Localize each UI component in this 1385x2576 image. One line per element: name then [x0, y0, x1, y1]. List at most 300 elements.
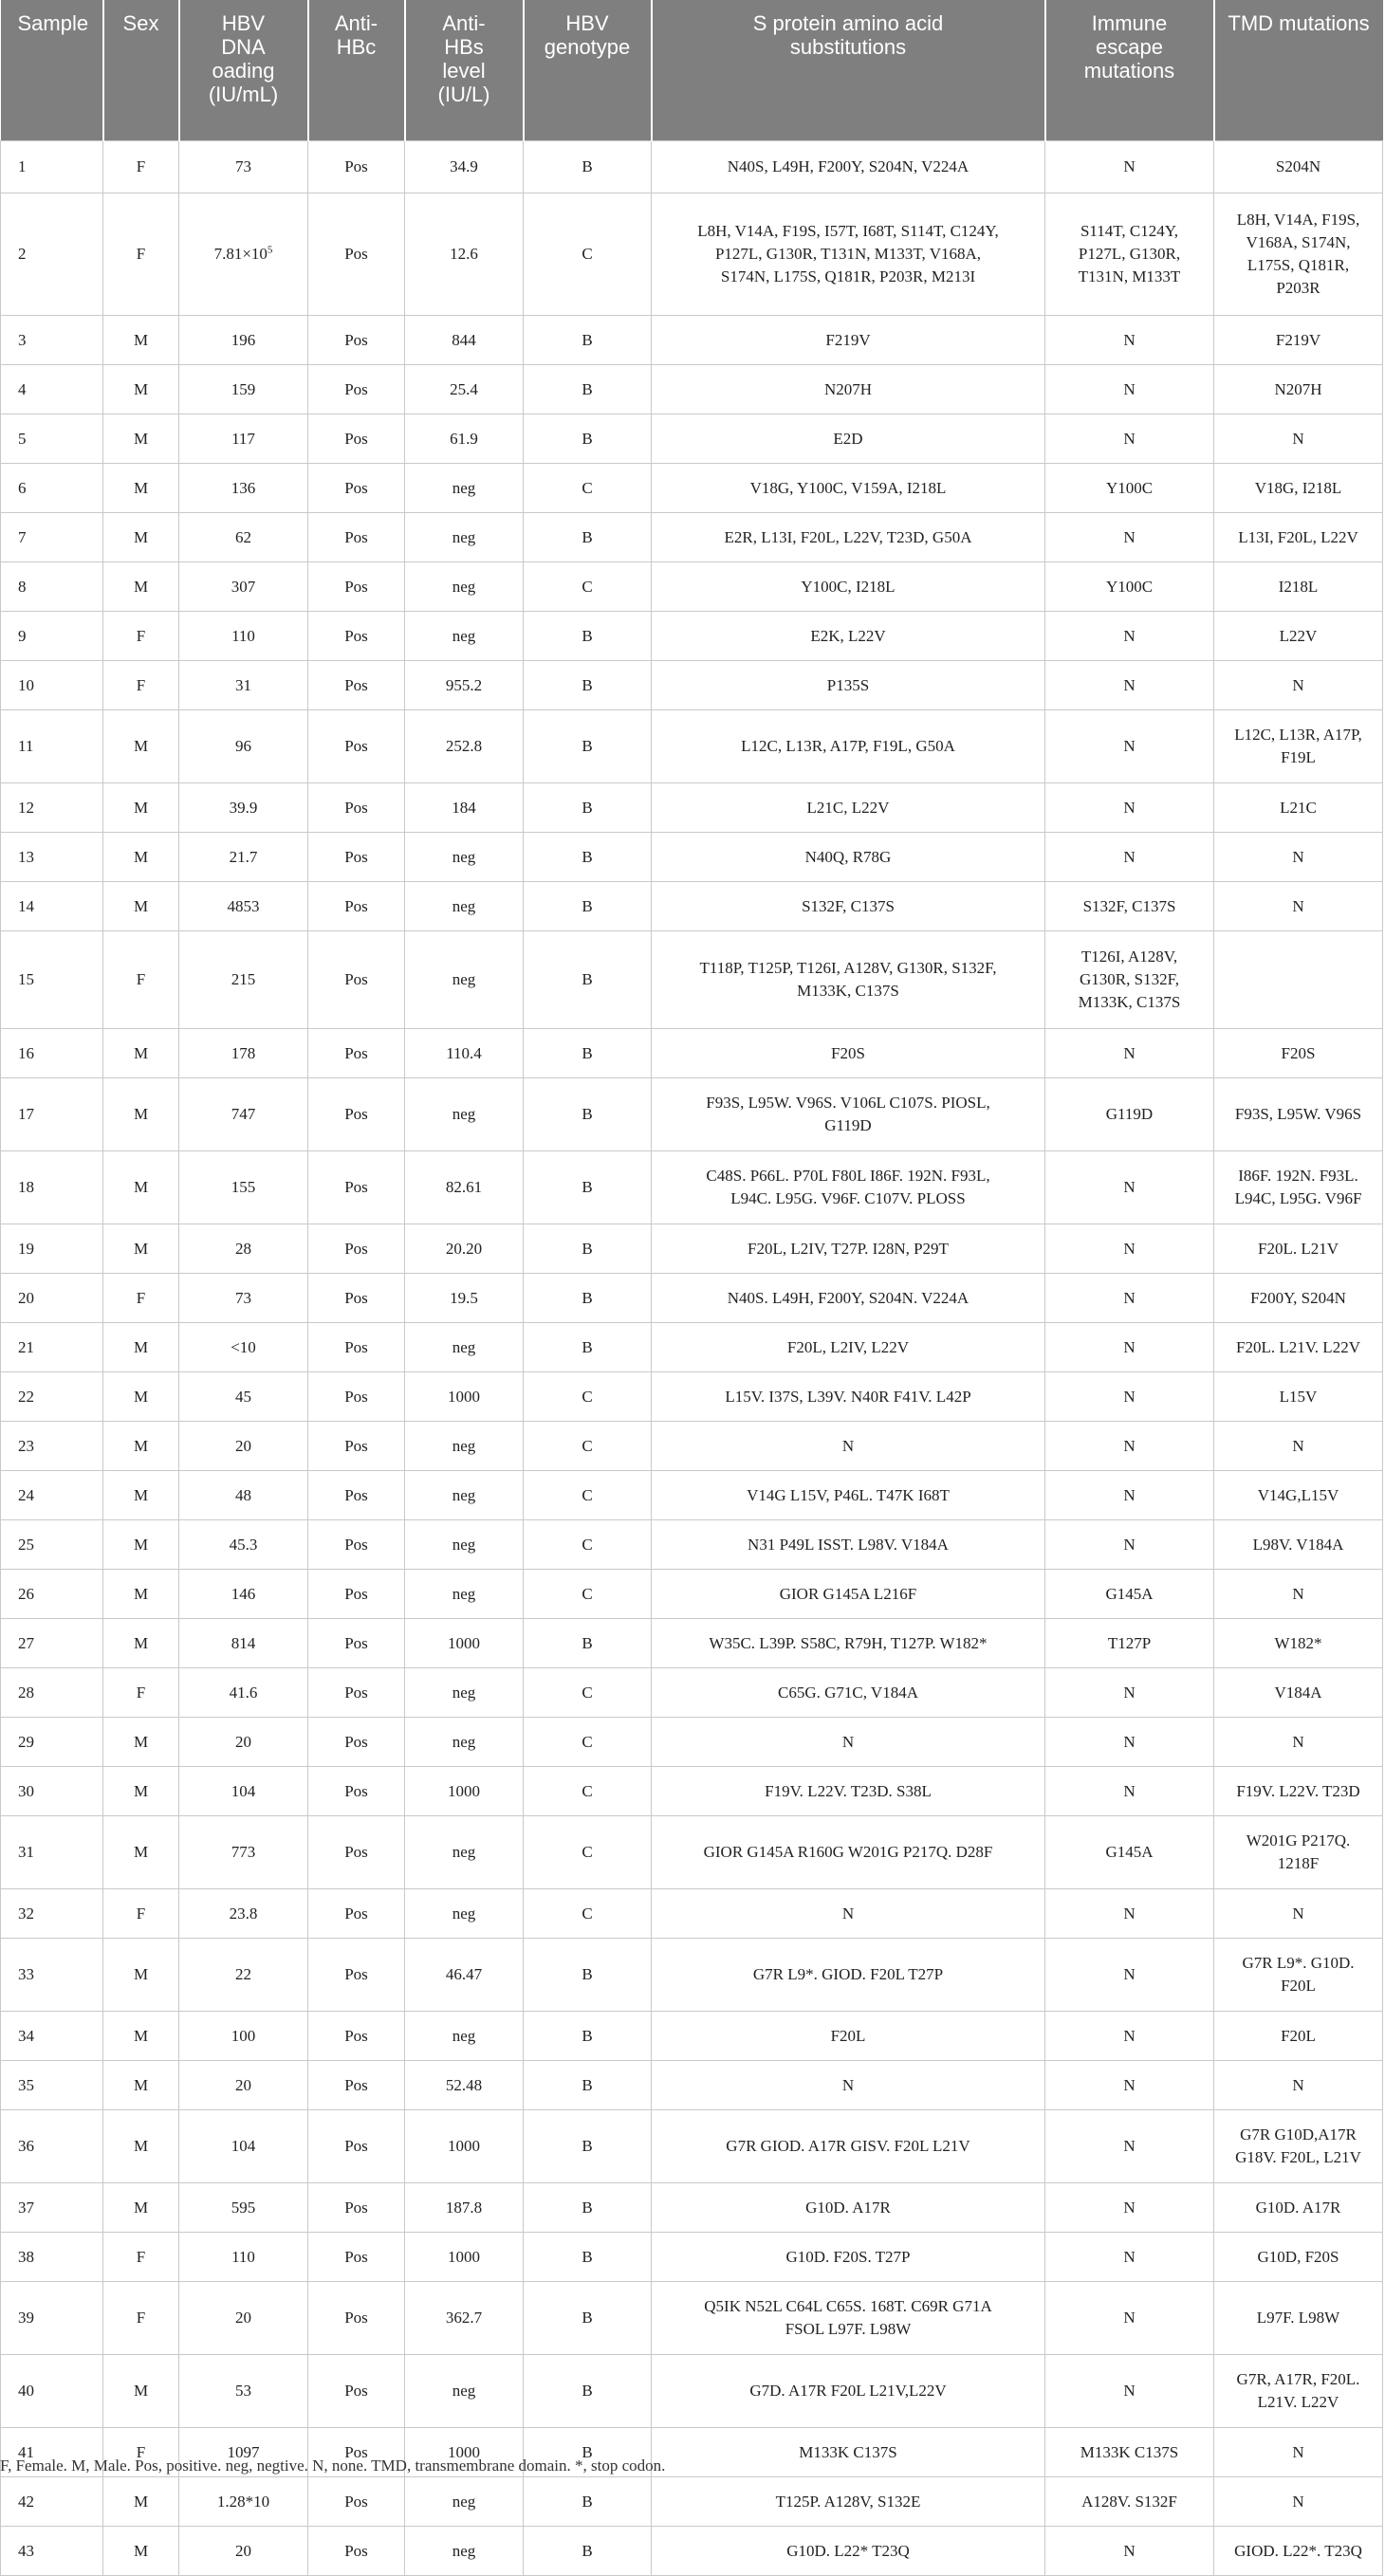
cell-sex: F: [103, 1274, 179, 1323]
cell-s-protein-substitutions: N40S. L49H, F200Y, S204N. V224A: [652, 1274, 1045, 1323]
cell-genotype: B: [524, 1939, 652, 2012]
table-row: [1, 661, 1383, 710]
cell-sex: M: [103, 882, 179, 931]
table-row: [1, 833, 1383, 882]
cell-anti-hbc: Pos: [308, 464, 405, 513]
table-row: [1, 365, 1383, 414]
column-header-sex: Sex: [103, 0, 179, 141]
cell-anti-hbs: neg: [405, 1570, 524, 1619]
cell-sex: M: [103, 1816, 179, 1889]
cell-sample: 21: [1, 1323, 103, 1372]
cell-anti-hbc: Pos: [308, 1274, 405, 1323]
table-row: [1, 1816, 1383, 1889]
cell-s-protein-substitutions: E2K, L22V: [652, 612, 1045, 661]
cell-genotype: B: [524, 2477, 652, 2527]
cell-tmd-mutations: F19V. L22V. T23D: [1214, 1767, 1383, 1816]
cell-anti-hbc: Pos: [308, 1078, 405, 1151]
cell-anti-hbc: Pos: [308, 2183, 405, 2233]
cell-tmd-mutations: W201G P217Q. 1218F: [1214, 1816, 1383, 1889]
cell-s-protein-substitutions: F219V: [652, 316, 1045, 365]
cell-tmd-mutations: N: [1214, 414, 1383, 464]
cell-dna-load: 20: [179, 2061, 308, 2110]
cell-immune-escape: Y100C: [1045, 464, 1214, 513]
cell-genotype: B: [524, 783, 652, 833]
cell-genotype: B: [524, 882, 652, 931]
table-row: [1, 464, 1383, 513]
cell-s-protein-substitutions: F20L: [652, 2012, 1045, 2061]
cell-immune-escape: N: [1045, 1520, 1214, 1570]
cell-s-protein-substitutions: S132F, C137S: [652, 882, 1045, 931]
cell-dna-load: 4853: [179, 882, 308, 931]
cell-immune-escape: N: [1045, 2061, 1214, 2110]
cell-s-protein-substitutions: G7R GIOD. A17R GISV. F20L L21V: [652, 2110, 1045, 2183]
cell-immune-escape: S132F, C137S: [1045, 882, 1214, 931]
cell-s-protein-substitutions: F20S: [652, 1029, 1045, 1078]
cell-dna-load: 39.9: [179, 783, 308, 833]
table-row: [1, 2477, 1383, 2527]
cell-sample: 6: [1, 464, 103, 513]
cell-dna-load: 31: [179, 661, 308, 710]
cell-dna-load: 73: [179, 1274, 308, 1323]
cell-sex: F: [103, 1889, 179, 1939]
cell-s-protein-substitutions: N40S, L49H, F200Y, S204N, V224A: [652, 141, 1045, 193]
cell-genotype: B: [524, 2282, 652, 2355]
cell-anti-hbs: neg: [405, 612, 524, 661]
cell-immune-escape: N: [1045, 141, 1214, 193]
cell-genotype: C: [524, 562, 652, 612]
cell-sex: M: [103, 1767, 179, 1816]
cell-dna-load: 196: [179, 316, 308, 365]
cell-anti-hbc: Pos: [308, 2428, 405, 2477]
cell-sex: M: [103, 2355, 179, 2428]
cell-genotype: C: [524, 1520, 652, 1570]
cell-anti-hbs: neg: [405, 931, 524, 1029]
cell-sample: 26: [1, 1570, 103, 1619]
table-row: [1, 612, 1383, 661]
table-row: [1, 2355, 1383, 2428]
cell-tmd-mutations: F20L: [1214, 2012, 1383, 2061]
cell-sample: 39: [1, 2282, 103, 2355]
cell-tmd-mutations: S204N: [1214, 141, 1383, 193]
cell-genotype: B: [524, 513, 652, 562]
cell-s-protein-substitutions: T125P. A128V, S132E: [652, 2477, 1045, 2527]
cell-anti-hbs: neg: [405, 1078, 524, 1151]
cell-dna-load: 146: [179, 1570, 308, 1619]
cell-anti-hbs: 82.61: [405, 1151, 524, 1224]
cell-anti-hbs: neg: [405, 2477, 524, 2527]
cell-anti-hbs: neg: [405, 2355, 524, 2428]
cell-sex: M: [103, 1029, 179, 1078]
cell-sample: 13: [1, 833, 103, 882]
cell-genotype: B: [524, 1029, 652, 1078]
cell-anti-hbs: 184: [405, 783, 524, 833]
cell-immune-escape: N: [1045, 1471, 1214, 1520]
table-row: [1, 2012, 1383, 2061]
cell-sample: 7: [1, 513, 103, 562]
cell-dna-load: 215: [179, 931, 308, 1029]
cell-sample: 29: [1, 1718, 103, 1767]
cell-sample: 15: [1, 931, 103, 1029]
cell-s-protein-substitutions: G7D. A17R F20L L21V,L22V: [652, 2355, 1045, 2428]
cell-tmd-mutations: L15V: [1214, 1372, 1383, 1422]
cell-dna-load: 20: [179, 1422, 308, 1471]
table-row: [1, 1520, 1383, 1570]
cell-sex: M: [103, 1520, 179, 1570]
table-row: [1, 1668, 1383, 1718]
cell-anti-hbs: 20.20: [405, 1224, 524, 1274]
cell-s-protein-substitutions: V18G, Y100C, V159A, I218L: [652, 464, 1045, 513]
cell-anti-hbc: Pos: [308, 1372, 405, 1422]
cell-dna-load: 155: [179, 1151, 308, 1224]
table-footnote: F, Female. M, Male. Pos, positive. neg, negtive. N, none. TMD, transmembrane domain. *, stop codon.: [0, 2456, 666, 2475]
cell-sample: 22: [1, 1372, 103, 1422]
cell-dna-load: 21.7: [179, 833, 308, 882]
table-row: [1, 1619, 1383, 1668]
cell-genotype: B: [524, 141, 652, 193]
cell-sex: M: [103, 1422, 179, 1471]
column-header-sample: Sample: [1, 0, 103, 141]
cell-tmd-mutations: N: [1214, 833, 1383, 882]
table-row: [1, 783, 1383, 833]
table-row: [1, 2061, 1383, 2110]
cell-anti-hbc: Pos: [308, 783, 405, 833]
cell-sample: 42: [1, 2477, 103, 2527]
cell-immune-escape: N: [1045, 2282, 1214, 2355]
cell-genotype: B: [524, 365, 652, 414]
cell-anti-hbs: 252.8: [405, 710, 524, 783]
cell-anti-hbs: neg: [405, 1471, 524, 1520]
cell-sample: 28: [1, 1668, 103, 1718]
table-row: [1, 710, 1383, 783]
cell-tmd-mutations: G7R G10D,A17R G18V. F20L, L21V: [1214, 2110, 1383, 2183]
cell-sample: 2: [1, 193, 103, 316]
cell-dna-load: 595: [179, 2183, 308, 2233]
cell-sex: M: [103, 316, 179, 365]
cell-immune-escape: N: [1045, 414, 1214, 464]
cell-anti-hbc: Pos: [308, 2110, 405, 2183]
cell-immune-escape: M133K C137S: [1045, 2428, 1214, 2477]
cell-genotype: B: [524, 661, 652, 710]
table-row: [1, 882, 1383, 931]
cell-sample: 31: [1, 1816, 103, 1889]
cell-immune-escape: S114T, C124Y, P127L, G130R, T131N, M133T: [1045, 193, 1214, 316]
cell-sex: M: [103, 710, 179, 783]
cell-genotype: B: [524, 316, 652, 365]
column-header-dna-load: HBV DNA oading (IU/mL): [179, 0, 308, 141]
cell-anti-hbc: Pos: [308, 931, 405, 1029]
cell-genotype: C: [524, 1816, 652, 1889]
cell-s-protein-substitutions: N: [652, 2061, 1045, 2110]
cell-immune-escape: N: [1045, 1767, 1214, 1816]
cell-sex: M: [103, 1471, 179, 1520]
cell-genotype: B: [524, 1078, 652, 1151]
cell-tmd-mutations: N: [1214, 2477, 1383, 2527]
table-row: [1, 2110, 1383, 2183]
cell-genotype: B: [524, 1619, 652, 1668]
table-row: [1, 1078, 1383, 1151]
cell-sample: 36: [1, 2110, 103, 2183]
column-header-anti-hbs: Anti- HBs level (IU/L): [405, 0, 524, 141]
cell-anti-hbc: Pos: [308, 141, 405, 193]
cell-s-protein-substitutions: N: [652, 1889, 1045, 1939]
cell-genotype: B: [524, 1274, 652, 1323]
cell-anti-hbs: neg: [405, 464, 524, 513]
cell-genotype: C: [524, 1570, 652, 1619]
cell-anti-hbs: neg: [405, 882, 524, 931]
cell-immune-escape: N: [1045, 661, 1214, 710]
cell-tmd-mutations: N: [1214, 1570, 1383, 1619]
cell-sample: 8: [1, 562, 103, 612]
cell-dna-load: 110: [179, 612, 308, 661]
cell-tmd-mutations: N: [1214, 882, 1383, 931]
cell-immune-escape: N: [1045, 1939, 1214, 2012]
cell-genotype: C: [524, 1889, 652, 1939]
cell-anti-hbs: neg: [405, 1520, 524, 1570]
cell-dna-load: 23.8: [179, 1889, 308, 1939]
cell-sample: 40: [1, 2355, 103, 2428]
cell-anti-hbs: 61.9: [405, 414, 524, 464]
cell-genotype: B: [524, 2527, 652, 2576]
cell-sex: M: [103, 1151, 179, 1224]
cell-anti-hbc: Pos: [308, 193, 405, 316]
cell-anti-hbs: 1000: [405, 1767, 524, 1816]
table-row: [1, 2527, 1383, 2576]
table-body: [1, 141, 1383, 2576]
cell-s-protein-substitutions: L15V. I37S, L39V. N40R F41V. L42P: [652, 1372, 1045, 1422]
cell-genotype: C: [524, 1471, 652, 1520]
cell-sample: 30: [1, 1767, 103, 1816]
cell-sample: 35: [1, 2061, 103, 2110]
table-row: [1, 1151, 1383, 1224]
cell-dna-load: 1097: [179, 2428, 308, 2477]
cell-sample: 1: [1, 141, 103, 193]
cell-sex: M: [103, 365, 179, 414]
table-row: [1, 1323, 1383, 1372]
cell-immune-escape: N: [1045, 316, 1214, 365]
cell-dna-load: 41.6: [179, 1668, 308, 1718]
table-row: [1, 931, 1383, 1029]
cell-dna-load: 159: [179, 365, 308, 414]
cell-sex: M: [103, 2183, 179, 2233]
cell-anti-hbc: Pos: [308, 612, 405, 661]
cell-s-protein-substitutions: T118P, T125P, T126I, A128V, G130R, S132F, M133K, C137S: [652, 931, 1045, 1029]
cell-genotype: B: [524, 2233, 652, 2282]
cell-anti-hbs: neg: [405, 1422, 524, 1471]
table-row: [1, 1029, 1383, 1078]
cell-sex: F: [103, 2233, 179, 2282]
cell-immune-escape: G119D: [1045, 1078, 1214, 1151]
cell-s-protein-substitutions: F19V. L22V. T23D. S38L: [652, 1767, 1045, 1816]
cell-immune-escape: N: [1045, 1151, 1214, 1224]
cell-dna-load: 104: [179, 1767, 308, 1816]
cell-tmd-mutations: G10D. A17R: [1214, 2183, 1383, 2233]
cell-sample: 5: [1, 414, 103, 464]
cell-sample: 32: [1, 1889, 103, 1939]
cell-anti-hbs: 1000: [405, 1372, 524, 1422]
cell-genotype: C: [524, 193, 652, 316]
cell-sample: 3: [1, 316, 103, 365]
cell-anti-hbs: 46.47: [405, 1939, 524, 2012]
cell-immune-escape: A128V. S132F: [1045, 2477, 1214, 2527]
cell-tmd-mutations: F20L. L21V: [1214, 1224, 1383, 1274]
cell-immune-escape: N: [1045, 513, 1214, 562]
cell-immune-escape: N: [1045, 1274, 1214, 1323]
cell-anti-hbc: Pos: [308, 1323, 405, 1372]
cell-s-protein-substitutions: L8H, V14A, F19S, I57T, I68T, S114T, C124Y, P127L, G130R, T131N, M133T, V168A, S174N, L175S, Q181R, P203R, M213I: [652, 193, 1045, 316]
cell-tmd-mutations: W182*: [1214, 1619, 1383, 1668]
cell-immune-escape: N: [1045, 783, 1214, 833]
cell-anti-hbc: Pos: [308, 1422, 405, 1471]
cell-anti-hbs: 1000: [405, 2110, 524, 2183]
cell-s-protein-substitutions: GIOR G145A L216F: [652, 1570, 1045, 1619]
cell-anti-hbs: 844: [405, 316, 524, 365]
cell-anti-hbc: Pos: [308, 1668, 405, 1718]
cell-immune-escape: N: [1045, 1668, 1214, 1718]
cell-genotype: B: [524, 931, 652, 1029]
cell-dna-load: 20: [179, 1718, 308, 1767]
cell-anti-hbs: neg: [405, 513, 524, 562]
table-row: [1, 2183, 1383, 2233]
cell-anti-hbc: Pos: [308, 1471, 405, 1520]
cell-sample: 17: [1, 1078, 103, 1151]
table-row: [1, 141, 1383, 193]
cell-anti-hbs: neg: [405, 1718, 524, 1767]
cell-dna-load: 307: [179, 562, 308, 612]
cell-s-protein-substitutions: V14G L15V, P46L. T47K I68T: [652, 1471, 1045, 1520]
table-row: [1, 1372, 1383, 1422]
cell-sample: 27: [1, 1619, 103, 1668]
cell-anti-hbc: Pos: [308, 1029, 405, 1078]
cell-anti-hbc: Pos: [308, 2355, 405, 2428]
cell-genotype: B: [524, 833, 652, 882]
cell-anti-hbs: 12.6: [405, 193, 524, 316]
cell-tmd-mutations: V184A: [1214, 1668, 1383, 1718]
cell-anti-hbc: Pos: [308, 316, 405, 365]
cell-sample: 16: [1, 1029, 103, 1078]
cell-tmd-mutations: N: [1214, 1889, 1383, 1939]
cell-sex: F: [103, 2282, 179, 2355]
cell-s-protein-substitutions: C48S. P66L. P70L F80L I86F. 192N. F93L, L94C. L95G. V96F. C107V. PLOSS: [652, 1151, 1045, 1224]
cell-sample: 43: [1, 2527, 103, 2576]
cell-s-protein-substitutions: N207H: [652, 365, 1045, 414]
cell-genotype: B: [524, 1323, 652, 1372]
cell-anti-hbs: 34.9: [405, 141, 524, 193]
cell-genotype: B: [524, 2428, 652, 2477]
table-row: [1, 1471, 1383, 1520]
cell-sample: 24: [1, 1471, 103, 1520]
cell-genotype: B: [524, 2355, 652, 2428]
cell-dna-load: 53: [179, 2355, 308, 2428]
cell-dna-load: 1.28*10: [179, 2477, 308, 2527]
cell-tmd-mutations: L12C, L13R, A17P, F19L: [1214, 710, 1383, 783]
cell-anti-hbc: Pos: [308, 513, 405, 562]
cell-s-protein-substitutions: F20L, L2IV, T27P. I28N, P29T: [652, 1224, 1045, 1274]
cell-s-protein-substitutions: GIOR G145A R160G W201G P217Q. D28F: [652, 1816, 1045, 1889]
cell-sample: 14: [1, 882, 103, 931]
column-header-genotype: HBV genotype: [524, 0, 652, 141]
cell-s-protein-substitutions: N: [652, 1422, 1045, 1471]
cell-s-protein-substitutions: L12C, L13R, A17P, F19L, G50A: [652, 710, 1045, 783]
cell-s-protein-substitutions: L21C, L22V: [652, 783, 1045, 833]
cell-sex: M: [103, 513, 179, 562]
cell-sex: F: [103, 612, 179, 661]
cell-immune-escape: N: [1045, 1323, 1214, 1372]
cell-genotype: C: [524, 1718, 652, 1767]
cell-immune-escape: T127P: [1045, 1619, 1214, 1668]
cell-anti-hbc: Pos: [308, 365, 405, 414]
cell-dna-load: 45.3: [179, 1520, 308, 1570]
cell-immune-escape: N: [1045, 1889, 1214, 1939]
cell-anti-hbc: Pos: [308, 2233, 405, 2282]
cell-s-protein-substitutions: W35C. L39P. S58C, R79H, T127P. W182*: [652, 1619, 1045, 1668]
cell-anti-hbs: 187.8: [405, 2183, 524, 2233]
cell-dna-load: 48: [179, 1471, 308, 1520]
cell-sex: M: [103, 1372, 179, 1422]
table-row: [1, 562, 1383, 612]
cell-sex: F: [103, 141, 179, 193]
cell-dna-load: 96: [179, 710, 308, 783]
header-row: [1, 0, 1383, 141]
cell-immune-escape: N: [1045, 1372, 1214, 1422]
cell-anti-hbs: 955.2: [405, 661, 524, 710]
cell-genotype: C: [524, 1668, 652, 1718]
cell-tmd-mutations: I218L: [1214, 562, 1383, 612]
cell-tmd-mutations: N: [1214, 661, 1383, 710]
cell-anti-hbs: neg: [405, 1889, 524, 1939]
cell-tmd-mutations: V14G,L15V: [1214, 1471, 1383, 1520]
table-row: [1, 1274, 1383, 1323]
cell-s-protein-substitutions: G10D. F20S. T27P: [652, 2233, 1045, 2282]
cell-sample: 18: [1, 1151, 103, 1224]
cell-anti-hbc: Pos: [308, 1224, 405, 1274]
cell-immune-escape: T126I, A128V, G130R, S132F, M133K, C137S: [1045, 931, 1214, 1029]
cell-genotype: C: [524, 1372, 652, 1422]
cell-sex: M: [103, 2477, 179, 2527]
cell-anti-hbc: Pos: [308, 2061, 405, 2110]
cell-anti-hbs: neg: [405, 1323, 524, 1372]
cell-genotype: C: [524, 1422, 652, 1471]
cell-immune-escape: N: [1045, 2527, 1214, 2576]
cell-sex: M: [103, 1224, 179, 1274]
cell-anti-hbc: Pos: [308, 2282, 405, 2355]
cell-s-protein-substitutions: E2D: [652, 414, 1045, 464]
cell-dna-load: 45: [179, 1372, 308, 1422]
cell-sex: F: [103, 661, 179, 710]
cell-anti-hbc: Pos: [308, 562, 405, 612]
cell-tmd-mutations: F93S, L95W. V96S: [1214, 1078, 1383, 1151]
cell-tmd-mutations: N207H: [1214, 365, 1383, 414]
cell-sample: 19: [1, 1224, 103, 1274]
cell-immune-escape: G145A: [1045, 1570, 1214, 1619]
cell-dna-load: 73: [179, 141, 308, 193]
cell-sex: F: [103, 1668, 179, 1718]
cell-dna-load: 110: [179, 2233, 308, 2282]
cell-genotype: B: [524, 612, 652, 661]
cell-immune-escape: N: [1045, 2355, 1214, 2428]
cell-immune-escape: N: [1045, 1718, 1214, 1767]
table-row: [1, 193, 1383, 316]
cell-tmd-mutations: G7R L9*. G10D. F20L: [1214, 1939, 1383, 2012]
cell-s-protein-substitutions: Y100C, I218L: [652, 562, 1045, 612]
cell-anti-hbc: Pos: [308, 882, 405, 931]
cell-immune-escape: N: [1045, 612, 1214, 661]
cell-tmd-mutations: F219V: [1214, 316, 1383, 365]
cell-genotype: C: [524, 1767, 652, 1816]
cell-sample: 23: [1, 1422, 103, 1471]
table-row: [1, 1224, 1383, 1274]
cell-sex: M: [103, 1323, 179, 1372]
cell-sample: 10: [1, 661, 103, 710]
